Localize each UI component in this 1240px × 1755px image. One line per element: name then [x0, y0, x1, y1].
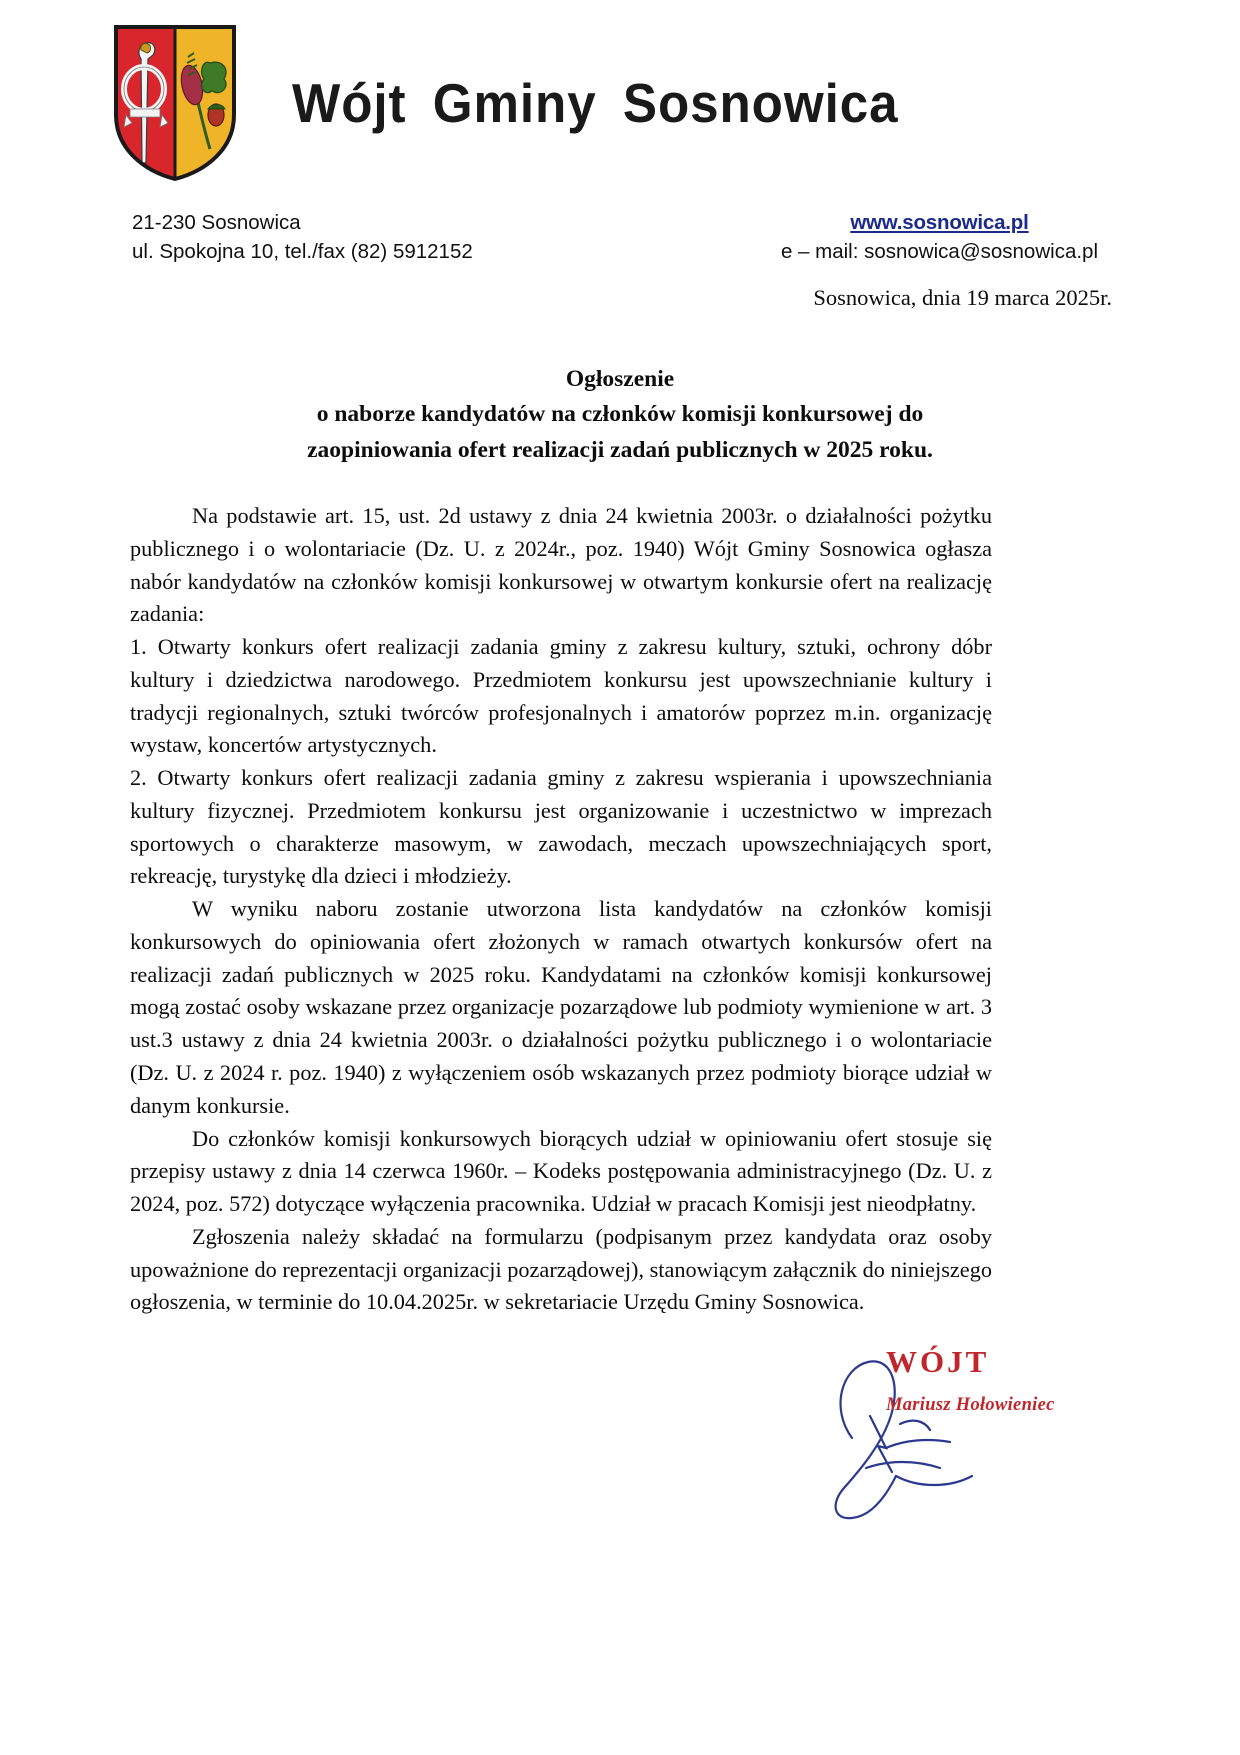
email-address: e – mail: sosnowica@sosnowica.pl — [780, 240, 1098, 264]
document-body — [130, 500, 992, 1319]
page-title: Wójt Gminy Sosnowica — [292, 72, 899, 134]
address-street-line: ul. Spokojna 10, tel./fax (82) 5912152 — [132, 240, 473, 264]
body-paragraph-5: Do członków komisji konkursowych biorących udział w opiniowaniu ofert stosuje się przepisy ustawy z dnia 14 czerwca 1960r. – Kodeks postępowania administracyjnego (Dz. U. z 2024, poz. 572) dotyczące wyłączenia pracownika. Udział w pracach Komisji jest nieodpłatny. — [130, 1125, 992, 1217]
announcement-title — [120, 362, 1120, 468]
coat-of-arms-icon — [110, 23, 240, 183]
body-paragraph-6: Zgłoszenia należy składać na formularzu (podpisanym przez kandydata oraz osoby upoważnione do reprezentacji organizacji pozarządowej), stanowiącym załącznik do niniejszego ogłoszenia, w terminie do 10.04.2025r. w sekretariacie Urzędu Gminy Sosnowica. — [130, 1223, 992, 1315]
stamp-title: WÓJT — [886, 1344, 990, 1379]
body-paragraph-4: W wyniku naboru zostanie utworzona lista kandydatów na członków komisji konkursowych do opiniowania ofert złożonych w ramach otwartych konkursów ofert na realizacji zadań publicznych w 2025 roku. Kandydatami na członków komisji konkursowej mogą zostać osoby wskazane przez organizacje pozarządowe lub podmioty wymienione w art. 3 ust.3 ustawy z dnia 24 kwietnia 2003r. o działalności pożytku publicznego i o wolontariacie (Dz. U. z 2024 r. poz. 1940) z wyłączeniem osób wskazanych przez podmioty biorące udział w danym konkursie. — [130, 896, 992, 1118]
stamp-name: Mariusz Hołowieniec — [886, 1395, 1055, 1415]
letterhead-header — [110, 18, 1130, 188]
body-paragraph-2: 1. Otwarty konkurs ofert realizacji zadania gminy z zakresu kultury, sztuki, ochrony dóbr kultury i dziedzictwa narodowego. Przedmiotem konkursu jest upowszechnianie kultury i tradycji regionalnych, sztuki twórców profesjonalnych i amatorów poprzez m.in. organizację wystaw, koncertów artystycznych. — [130, 634, 992, 758]
announcement-title-line3: zaopiniowania ofert realizacji zadań publicznych w 2025 roku. — [307, 436, 933, 463]
official-stamp — [886, 1346, 1055, 1416]
postal-address — [132, 208, 473, 266]
body-paragraph-3: 2. Otwarty konkurs ofert realizacji zadania gminy z zakresu wspierania i upowszechniania kultury fizycznej. Przedmiotem konkursu jest organizowanie i uczestnictwo w imprezach sportowych o charakterze masowym, w zawodach, meczach upowszechniających sport, rekreację, turystykę dla dzieci i młodzieży. — [130, 765, 992, 889]
document-date: Sosnowica, dnia 19 marca 2025r. — [813, 285, 1112, 310]
website-link[interactable]: www.sosnowica.pl — [850, 211, 1029, 234]
announcement-title-line1: Ogłoszenie — [565, 366, 675, 392]
contact-block — [132, 208, 1112, 266]
signature-block — [800, 1320, 1100, 1550]
address-postal-line: 21-230 Sosnowica — [132, 211, 301, 234]
body-paragraph-1: Na podstawie art. 15, ust. 2d ustawy z dnia 24 kwietnia 2003r. o działalności pożytku publicznego i o wolontariacie (Dz. U. z 2024r., poz. 1940) Wójt Gminy Sosnowica ogłasza nabór kandydatów na członków komisji konkursowej w otwartym konkursie ofert na realizację zadania: — [130, 503, 992, 627]
online-contact — [781, 208, 1098, 266]
announcement-title-line2: o naborze kandydatów na członków komisji konkursowej do — [316, 401, 924, 428]
